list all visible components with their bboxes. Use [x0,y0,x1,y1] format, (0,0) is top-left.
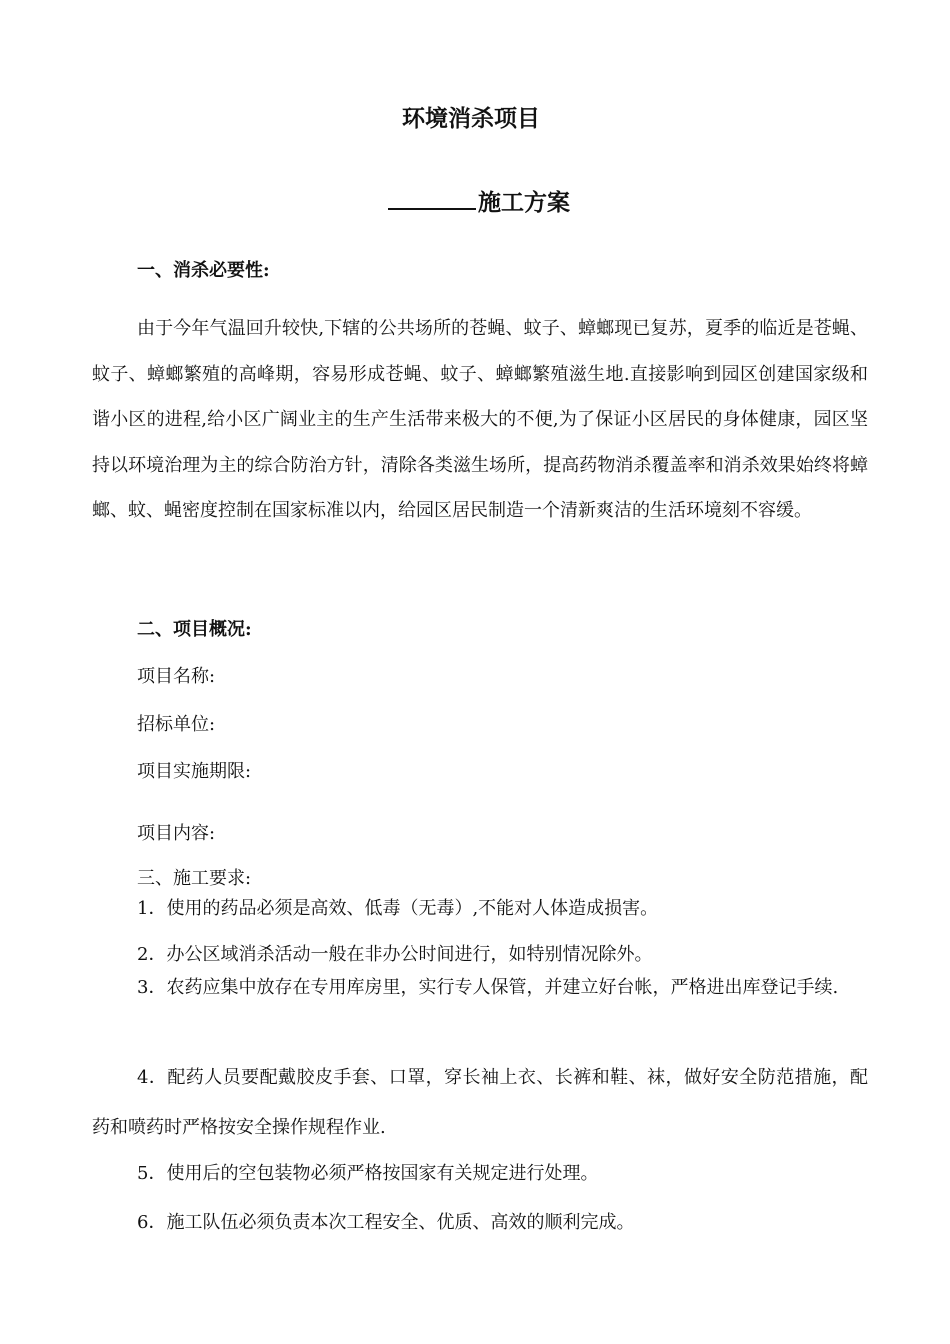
project-name-label: 项目名称: [137,666,216,687]
tender-unit-label: 招标单位: [137,714,216,735]
section1-paragraph: 由于今年气温回升较快,下辖的公共场所的苍蝇、蚊子、蟑螂现已复苏，夏季的临近是苍蝇、蚊子、蟑螂繁殖的高峰期，容易形成苍蝇、蚊子、蟑螂繁殖滋生地.直接影响到园区创建国家级和谐小区的进程,给小区广阔业主的生产生活带来极大的不便,为了保证小区居民的身体健康，园区坚持以环境治理为主的综合防治方针，清除各类滋生场所，提高药物消杀覆盖率和消杀效果始终将蟑螂、蚊、蝇密度控制在国家标准以内，给园区居民制造一个清新爽洁的生活环境刻不容缓。 [92,318,868,521]
section2-heading: 二、项目概况: [137,619,252,640]
requirement-item-1: 1．使用的药品必须是高效、低毒（无毒）,不能对人体造成损害。 [137,898,659,919]
document-title: 环境消杀项目 [402,106,540,132]
requirement-item-4: 4．配药人员要配戴胶皮手套、口罩，穿长袖上衣、长裤和鞋、袜，做好安全防范措施，配药和喷药时严格按安全操作规程作业. [92,1067,868,1138]
project-period-label: 项目实施期限: [137,761,252,782]
subtitle-text: 施工方案 [478,190,570,216]
requirement-item-3: 3．农药应集中放存在专用库房里，实行专人保管，并建立好台帐，严格进出库登记手续. [137,977,839,998]
requirement-item-6: 6．施工队伍必须负责本次工程安全、优质、高效的顺利完成。 [137,1212,635,1233]
requirement-item-5: 5．使用后的空包装物必须严格按国家有关规定进行处理。 [137,1163,599,1184]
project-content-label: 项目内容: [137,823,216,844]
section1-heading: 一、消杀必要性: [137,260,270,281]
subtitle-blank-line [388,190,476,210]
requirement-item-2: 2．办公区域消杀活动一般在非办公时间进行，如特别情况除外。 [137,944,653,965]
section3-heading: 三、施工要求: [137,868,252,889]
document-subtitle [388,184,570,217]
